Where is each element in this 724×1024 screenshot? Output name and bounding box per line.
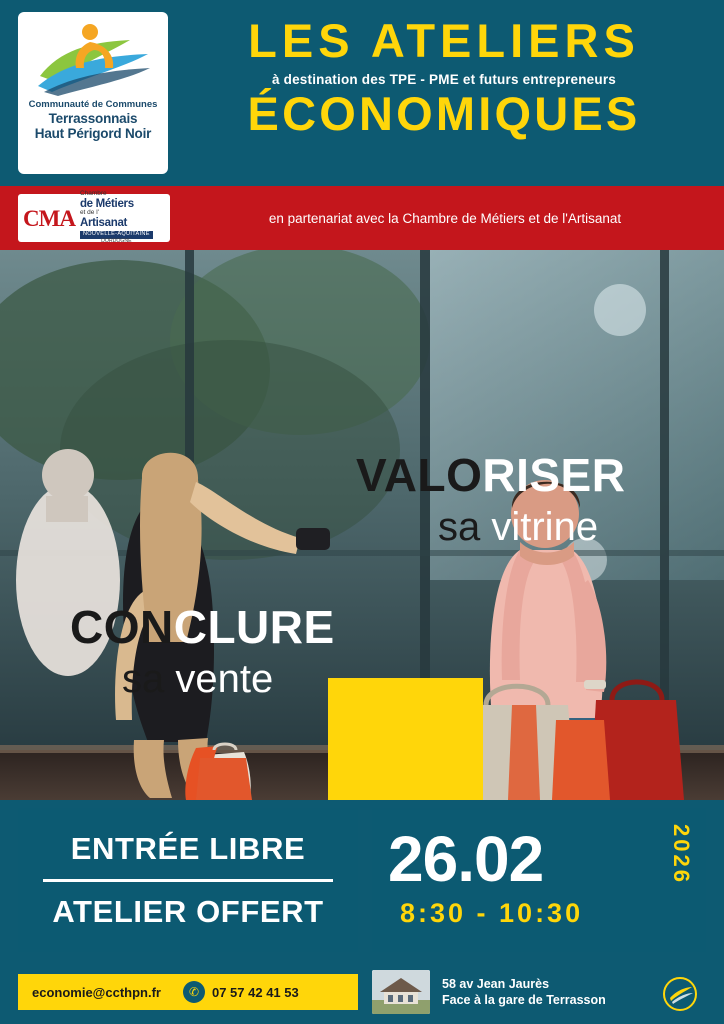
workshop-subtitle-conclure: sa vente <box>122 657 274 701</box>
phone-icon: ✆ <box>183 981 205 1003</box>
contact-phone-wrap <box>183 981 299 1003</box>
free-entry-box <box>18 808 358 952</box>
date-box <box>372 808 706 952</box>
poster-header <box>0 0 724 186</box>
free-workshop-label: ATELIER OFFERT <box>52 893 324 929</box>
title-block <box>176 16 712 139</box>
cma-logo-text <box>80 191 153 244</box>
address-box <box>372 966 706 1018</box>
workshop-title-valoriser <box>356 448 625 502</box>
event-hours: 8:30 - 10:30 <box>400 898 584 928</box>
cma-line-4: Artisanat <box>79 217 128 230</box>
workshop-title-conclure <box>70 600 335 654</box>
band-divider <box>43 879 333 882</box>
logo-line-1: Communauté de Communes <box>28 99 158 110</box>
workshop-subtitle-valoriser: sa vitrine <box>438 505 599 549</box>
cma-line-2: de Métiers <box>79 198 134 211</box>
contact-email[interactable]: economie@ccthpn.fr <box>32 984 161 1000</box>
address-line-2: Face à la gare de Terrasson <box>442 993 606 1007</box>
valoriser-highlight-block <box>328 678 483 800</box>
cma-region: NOUVELLE-AQUITAINE <box>80 231 153 239</box>
shopfront-photo <box>0 250 724 800</box>
contact-phone[interactable]: 07 57 42 41 53 <box>211 984 299 1000</box>
page-title-line-2: ÉCONOMIQUES <box>247 87 641 141</box>
cma-line-3: et de l' <box>79 209 99 217</box>
event-date: 26.02 <box>388 823 544 895</box>
valoriser-dark: VALORISER <box>356 449 626 501</box>
event-year: 2026 <box>669 824 694 885</box>
address-text <box>442 976 606 1009</box>
cma-acronym: CMA <box>23 205 75 231</box>
building-icon <box>372 970 430 1014</box>
poster-footer <box>0 960 724 1024</box>
community-mark-icon <box>662 976 698 1012</box>
community-logo-text <box>29 100 158 141</box>
conclure-dark: CONCLURE <box>70 601 335 653</box>
info-band <box>0 800 724 960</box>
address-line-1: 58 av Jean Jaurès <box>442 976 550 991</box>
page-title-line-1: LES ATELIERS <box>248 14 640 67</box>
contact-box <box>18 974 358 1010</box>
page-subtitle: à destination des TPE - PME et futurs entrepreneurs <box>271 72 616 88</box>
free-entry-label: ENTRÉE LIBRE <box>70 830 306 866</box>
cma-line-1: Chambre <box>79 190 107 198</box>
partner-text: en partenariat avec la Chambre de Métiers et de l'Artisanat <box>268 210 622 226</box>
cma-department: DORDOGNE <box>101 238 132 245</box>
logo-line-3: Haut Périgord Noir <box>34 125 152 141</box>
cma-logo <box>18 190 170 245</box>
partner-bar <box>0 186 724 250</box>
logo-line-2: Terrassonnais <box>48 110 138 126</box>
community-logo-mark <box>30 20 156 98</box>
community-logo <box>18 12 168 174</box>
